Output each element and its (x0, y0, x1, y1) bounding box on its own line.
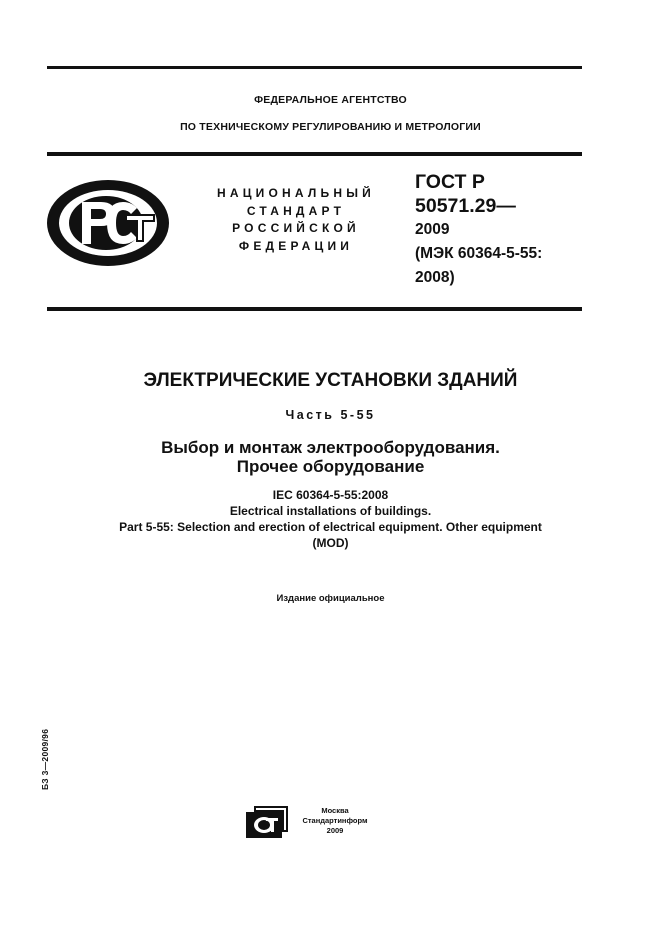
standartinform-logo-icon (246, 806, 288, 838)
subtitle-line2: Прочее оборудование (236, 457, 425, 476)
top-rule (47, 66, 582, 69)
publisher-name: Стандартинформ (302, 816, 368, 825)
header-rule (47, 152, 582, 156)
edition-label: Издание официальное (276, 593, 385, 604)
gost-line1: ГОСТ Р (415, 171, 485, 193)
gost-line2: 50571.29— (415, 195, 516, 217)
publisher-info (292, 806, 378, 836)
gost-line5: 2008) (415, 269, 455, 286)
gost-line3: 2009 (415, 221, 450, 238)
main-title: ЭЛЕКТРИЧЕСКИЕ УСТАНОВКИ ЗДАНИЙ (143, 370, 518, 391)
part-label: Часть 5-55 (285, 408, 376, 422)
gost-designation (415, 170, 542, 290)
iec-line1: IEC 60364-5-55:2008 (272, 488, 389, 502)
subtitle-line1: Выбор и монтаж электрооборудования. (161, 438, 500, 457)
iec-line2: Electrical installations of buildings. (229, 504, 432, 518)
national-standard-label (196, 185, 396, 255)
iec-line3: Part 5-55: Selection and erection of electrical equipment. Other equipment (119, 520, 542, 534)
publisher-year: 2009 (326, 826, 344, 835)
gost-line4: (МЭК 60364-5-55: (415, 245, 543, 262)
national-line: НАЦИОНАЛЬНЫЙ (216, 186, 376, 200)
national-line: ФЕДЕРАЦИИ (238, 238, 354, 253)
iec-line4: (MOD) (312, 536, 349, 550)
agency-line2: ПО ТЕХНИЧЕСКОМУ РЕГУЛИРОВАНИЮ И МЕТРОЛОГИИ (180, 121, 481, 133)
national-line: СТАНДАРТ (246, 203, 346, 218)
national-line: РОССИЙСКОЙ (232, 221, 360, 235)
publisher-city: Москва (321, 806, 349, 815)
block-rule (47, 307, 582, 311)
side-code: БЗ 3—2009/96 (40, 728, 50, 790)
agency-line1: ФЕДЕРАЛЬНОЕ АГЕНТСТВО (254, 94, 407, 106)
rst-logo-icon (45, 178, 171, 268)
